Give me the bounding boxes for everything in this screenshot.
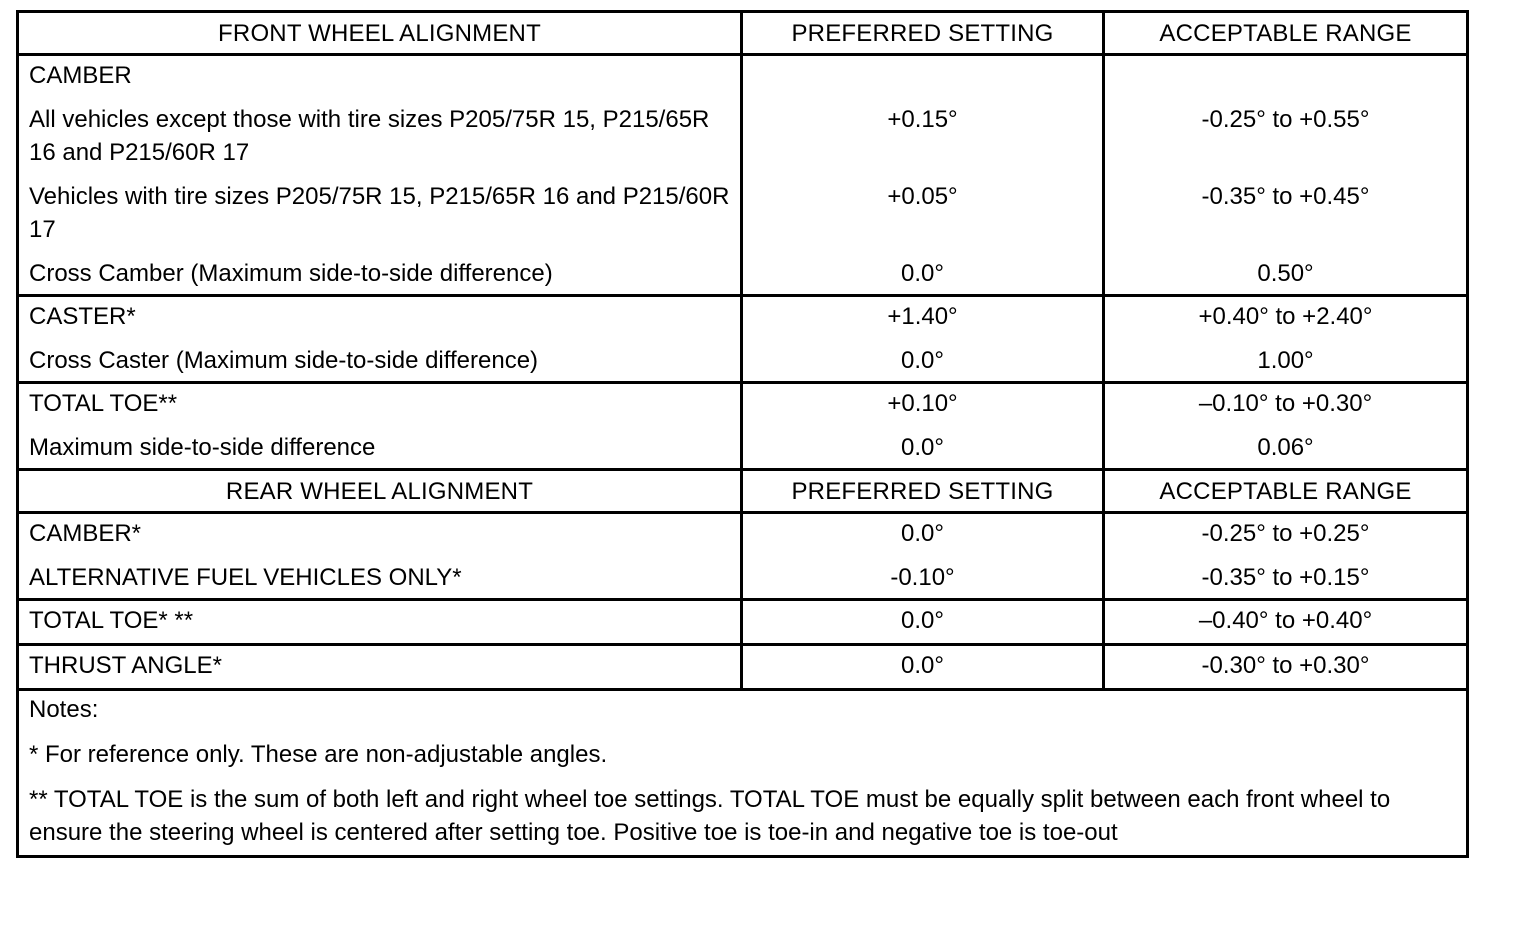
rear-header-title: REAR WHEEL ALIGNMENT [18, 470, 742, 513]
notes-cell [18, 690, 1468, 857]
front-camber-label: CAMBER [18, 55, 742, 93]
wheel-alignment-spec-table [16, 10, 1469, 858]
rear-camber-label: CAMBER* [18, 513, 742, 551]
table-row [18, 296, 1468, 334]
front-camber-row-preferred: +0.05° [742, 169, 1104, 246]
front-header-range: ACCEPTABLE RANGE [1104, 12, 1468, 55]
rear-header-range: ACCEPTABLE RANGE [1104, 470, 1468, 513]
front-toe-range: –0.10° to +0.30° [1104, 383, 1468, 421]
table-row [18, 169, 1468, 246]
table-row [18, 645, 1468, 690]
table-row [18, 600, 1468, 645]
table-row [18, 550, 1468, 600]
front-toe-diff-label: Maximum side-to-side difference [18, 420, 742, 470]
table-row [18, 55, 1468, 93]
front-header-preferred: PREFERRED SETTING [742, 12, 1104, 55]
front-caster-label: CASTER* [18, 296, 742, 334]
table-row [18, 420, 1468, 470]
front-toe-diff-range: 0.06° [1104, 420, 1468, 470]
rear-camber-preferred: 0.0° [742, 513, 1104, 551]
table-row [18, 513, 1468, 551]
rear-thrust-range: -0.30° to +0.30° [1104, 645, 1468, 690]
front-camber-row-label: Vehicles with tire sizes P205/75R 15, P215/65R 16 and P215/60R 17 [18, 169, 742, 246]
front-camber-row-preferred: 0.0° [742, 246, 1104, 296]
table-row [18, 383, 1468, 421]
note-item: ** TOTAL TOE is the sum of both left and right wheel toe settings. TOTAL TOE must be equally split between each front wheel to ensure the steering wheel is centered after setting toe. Positive toe is toe-in and negative toe is toe-out [29, 786, 1391, 846]
front-camber-row-preferred: +0.15° [742, 92, 1104, 169]
rear-alt-fuel-preferred: -0.10° [742, 550, 1104, 600]
front-toe-preferred: +0.10° [742, 383, 1104, 421]
rear-toe-preferred: 0.0° [742, 600, 1104, 645]
front-camber-row-label: All vehicles except those with tire sizes P205/75R 15, P215/65R 16 and P215/60R 17 [18, 92, 742, 169]
rear-camber-range: -0.25° to +0.25° [1104, 513, 1468, 551]
front-caster-range: +0.40° to +2.40° [1104, 296, 1468, 334]
front-cross-caster-range: 1.00° [1104, 333, 1468, 383]
front-toe-diff-preferred: 0.0° [742, 420, 1104, 470]
rear-header-row [18, 470, 1468, 513]
front-cross-caster-label: Cross Caster (Maximum side-to-side difference) [18, 333, 742, 383]
rear-toe-range: –0.40° to +0.40° [1104, 600, 1468, 645]
note-item: * For reference only. These are non-adjustable angles. [29, 741, 608, 768]
front-camber-row-range: 0.50° [1104, 246, 1468, 296]
rear-thrust-label: THRUST ANGLE* [18, 645, 742, 690]
notes-row [18, 690, 1468, 857]
table-row [18, 92, 1468, 169]
rear-alt-fuel-label: ALTERNATIVE FUEL VEHICLES ONLY* [18, 550, 742, 600]
front-header-title: FRONT WHEEL ALIGNMENT [18, 12, 742, 55]
table-row [18, 333, 1468, 383]
rear-toe-label: TOTAL TOE* ** [18, 600, 742, 645]
front-toe-label: TOTAL TOE** [18, 383, 742, 421]
front-caster-preferred: +1.40° [742, 296, 1104, 334]
rear-alt-fuel-range: -0.35° to +0.15° [1104, 550, 1468, 600]
rear-header-preferred: PREFERRED SETTING [742, 470, 1104, 513]
rear-thrust-preferred: 0.0° [742, 645, 1104, 690]
front-camber-row-range: -0.25° to +0.55° [1104, 92, 1468, 169]
front-camber-row-label: Cross Camber (Maximum side-to-side difference) [18, 246, 742, 296]
front-header-row [18, 12, 1468, 55]
front-camber-row-range: -0.35° to +0.45° [1104, 169, 1468, 246]
table-row [18, 246, 1468, 296]
front-cross-caster-preferred: 0.0° [742, 333, 1104, 383]
notes-title: Notes: [29, 696, 99, 723]
